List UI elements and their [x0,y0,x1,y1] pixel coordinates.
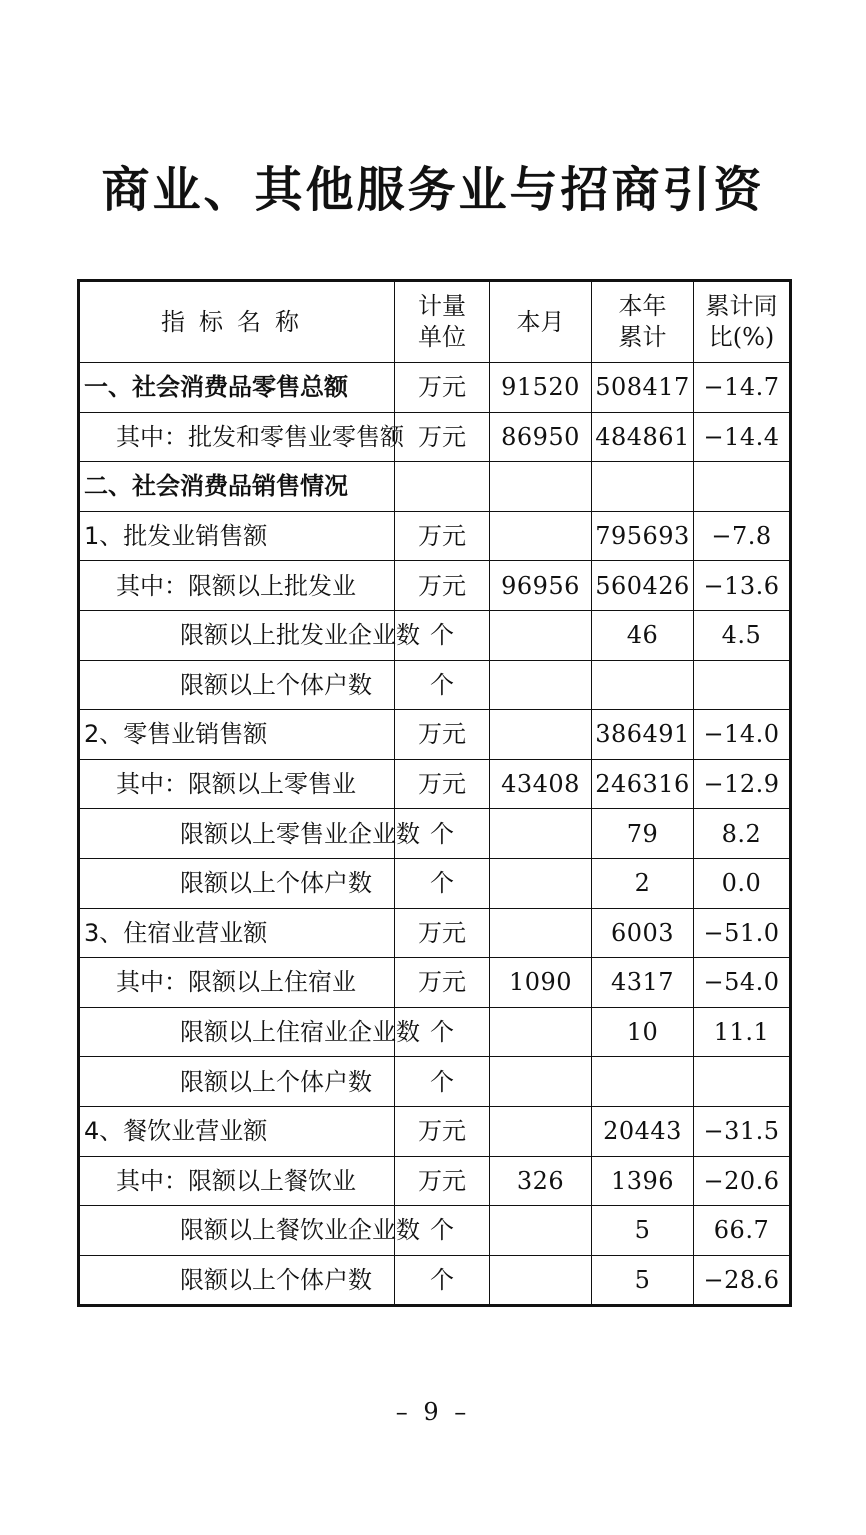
unit-cell: 个 [395,660,490,710]
yoy-change-cell: −54.0 [694,958,791,1008]
unit-cell [395,462,490,512]
indicator-name-cell: 其中：批发和零售业零售额 [79,412,395,462]
year-to-date-cell: 4317 [592,958,694,1008]
header-indicator-name [79,281,395,363]
this-month-cell [490,1007,592,1057]
year-to-date-cell [592,462,694,512]
this-month-cell [490,660,592,710]
this-month-cell: 96956 [490,561,592,611]
header-yoy-line1: 累计同 [705,292,778,320]
this-month-cell [490,858,592,908]
table-row [79,610,791,660]
indicator-name-cell: 限额以上批发业企业数 [79,610,395,660]
year-to-date-cell: 1396 [592,1156,694,1206]
year-to-date-cell: 484861 [592,412,694,462]
table-row [79,958,791,1008]
this-month-cell [490,610,592,660]
table-row [79,660,791,710]
this-month-cell: 326 [490,1156,592,1206]
year-to-date-cell: 2 [592,858,694,908]
indicator-name-cell: 限额以上个体户数 [79,660,395,710]
header-ytd-line1: 本年 [618,292,667,320]
this-month-cell [490,710,592,760]
yoy-change-cell: 0.0 [694,858,791,908]
page-number: – 9 – [395,1398,471,1426]
this-month-cell [490,1106,592,1156]
yoy-change-cell: −7.8 [694,511,791,561]
table-row [79,1007,791,1057]
this-month-cell [490,511,592,561]
indicator-name-cell: 一、社会消费品零售总额 [79,363,395,413]
header-yoy-change [694,281,791,363]
header-unit [395,281,490,363]
header-unit-line2: 单位 [418,323,466,351]
yoy-change-cell [694,1057,791,1107]
page-title: 商业、其他服务业与招商引资 [101,162,765,218]
table-row [79,412,791,462]
unit-cell: 万元 [395,759,490,809]
indicator-name-cell: 1、批发业销售额 [79,511,395,561]
this-month-cell [490,908,592,958]
header-yoy-line2: 比(%) [708,323,775,351]
indicator-name-cell: 其中：限额以上住宿业 [79,958,395,1008]
header-indicator-name-text: 指标名称 [161,307,313,336]
table-row [79,809,791,859]
unit-cell: 万元 [395,1106,490,1156]
this-month-cell [490,1057,592,1107]
unit-cell: 万元 [395,511,490,561]
table-row [79,1255,791,1306]
table-row [79,858,791,908]
yoy-change-cell: −51.0 [694,908,791,958]
yoy-change-cell: −28.6 [694,1255,791,1306]
table-row [79,561,791,611]
yoy-change-cell: 4.5 [694,610,791,660]
year-to-date-cell: 10 [592,1007,694,1057]
yoy-change-cell: 11.1 [694,1007,791,1057]
table-row [79,511,791,561]
year-to-date-cell: 6003 [592,908,694,958]
table-header-row [79,281,791,363]
indicator-name-cell: 3、住宿业营业额 [79,908,395,958]
this-month-cell: 91520 [490,363,592,413]
year-to-date-cell: 20443 [592,1106,694,1156]
unit-cell: 万元 [395,710,490,760]
this-month-cell: 43408 [490,759,592,809]
this-month-cell [490,1255,592,1306]
indicator-name-cell: 其中：限额以上零售业 [79,759,395,809]
indicator-name-cell: 限额以上个体户数 [79,858,395,908]
yoy-change-cell: 8.2 [694,809,791,859]
table-row [79,759,791,809]
this-month-cell: 1090 [490,958,592,1008]
yoy-change-cell: −13.6 [694,561,791,611]
yoy-change-cell: −12.9 [694,759,791,809]
yoy-change-cell [694,462,791,512]
yoy-change-cell: 66.7 [694,1206,791,1256]
year-to-date-cell: 5 [592,1206,694,1256]
unit-cell: 个 [395,1007,490,1057]
yoy-change-cell: −14.0 [694,710,791,760]
table-row [79,710,791,760]
header-year-to-date [592,281,694,363]
unit-cell: 万元 [395,1156,490,1206]
indicator-name-cell: 限额以上个体户数 [79,1057,395,1107]
unit-cell: 个 [395,858,490,908]
yoy-change-cell: −14.7 [694,363,791,413]
table-row [79,1106,791,1156]
year-to-date-cell: 5 [592,1255,694,1306]
table-row [79,1206,791,1256]
indicator-name-cell: 4、餐饮业营业额 [79,1106,395,1156]
year-to-date-cell: 386491 [592,710,694,760]
yoy-change-cell: −31.5 [694,1106,791,1156]
table-row [79,1057,791,1107]
header-ytd-line2: 累计 [618,323,667,351]
header-this-month-text: 本月 [516,307,565,336]
unit-cell: 万元 [395,363,490,413]
yoy-change-cell: −14.4 [694,412,791,462]
year-to-date-cell: 246316 [592,759,694,809]
yoy-change-cell: −20.6 [694,1156,791,1206]
indicator-name-cell: 限额以上住宿业企业数 [79,1007,395,1057]
yoy-change-cell [694,660,791,710]
unit-cell: 万元 [395,412,490,462]
indicator-name-cell: 限额以上餐饮业企业数 [79,1206,395,1256]
table-row [79,1156,791,1206]
unit-cell: 万元 [395,561,490,611]
unit-cell: 个 [395,1255,490,1306]
indicator-name-cell: 2、零售业销售额 [79,710,395,760]
table-row [79,462,791,512]
this-month-cell: 86950 [490,412,592,462]
unit-cell: 个 [395,1057,490,1107]
unit-cell: 万元 [395,958,490,1008]
header-unit-line1: 计量 [418,292,466,320]
table-row [79,908,791,958]
indicator-name-cell: 限额以上零售业企业数 [79,809,395,859]
indicator-name-cell: 限额以上个体户数 [79,1255,395,1306]
year-to-date-cell [592,1057,694,1107]
header-this-month [490,281,592,363]
indicator-name-cell: 其中：限额以上批发业 [79,561,395,611]
indicator-name-cell: 二、社会消费品销售情况 [79,462,395,512]
indicator-name-cell: 其中：限额以上餐饮业 [79,1156,395,1206]
unit-cell: 万元 [395,908,490,958]
table-row [79,363,791,413]
this-month-cell [490,462,592,512]
table-body [79,363,791,1306]
year-to-date-cell [592,660,694,710]
statistics-table [77,279,792,1307]
this-month-cell [490,809,592,859]
unit-cell: 个 [395,809,490,859]
unit-cell: 个 [395,610,490,660]
year-to-date-cell: 46 [592,610,694,660]
year-to-date-cell: 508417 [592,363,694,413]
year-to-date-cell: 560426 [592,561,694,611]
year-to-date-cell: 79 [592,809,694,859]
unit-cell: 个 [395,1206,490,1256]
this-month-cell [490,1206,592,1256]
year-to-date-cell: 795693 [592,511,694,561]
